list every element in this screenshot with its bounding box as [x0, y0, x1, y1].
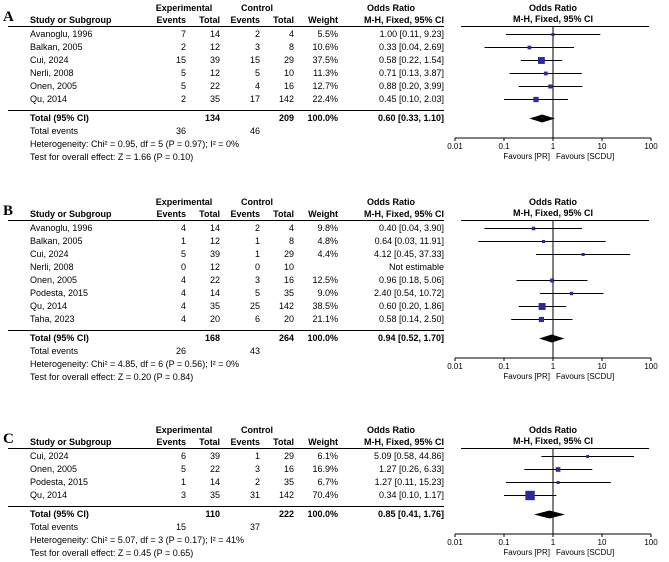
heterogeneity-text: Heterogeneity: Chi² = 4.85, df = 6 (P = 0.56); I² = 0%	[30, 359, 239, 369]
col-weight: Weight	[308, 209, 338, 219]
cell	[148, 332, 186, 345]
header-control: Control	[241, 3, 273, 13]
or-ci-text: 4.12 [0.45, 37.33]	[373, 249, 444, 259]
total-events-exp: 26	[175, 346, 186, 356]
exp-events: 4	[180, 314, 186, 324]
weight: 70.4%	[312, 490, 338, 500]
overall-effect-text: Test for overall effect: Z = 0.20 (P = 0.84)	[30, 372, 194, 382]
or-ci-text: 1.27 [0.26, 6.33]	[378, 464, 444, 474]
or-ci-text: Not estimable	[388, 262, 444, 272]
col-exp-events: Events	[156, 437, 186, 447]
header-underline-left	[8, 26, 444, 27]
total-diamond	[539, 335, 564, 343]
cell	[260, 125, 294, 138]
col-ctrl-events: Events	[230, 209, 260, 219]
study-name: Taha, 2023	[30, 314, 75, 324]
or-ci-text: 0.64 [0.03, 11.91]	[374, 236, 444, 246]
total-events-ctrl: 37	[249, 522, 260, 532]
or-ci-text: 0.40 [0.04, 3.90]	[378, 223, 444, 233]
or-ci-text: 0.34 [0.10, 1.17]	[378, 490, 444, 500]
study-row	[8, 67, 444, 80]
header-experimental: Experimental	[155, 425, 213, 435]
header-underline-right	[461, 26, 649, 27]
weight: 6.1%	[317, 451, 338, 461]
exp-total: 35	[209, 94, 220, 104]
heterogeneity-text: Heterogeneity: Chi² = 5.07, df = 3 (P = 0.17); I² = 41%	[30, 535, 244, 545]
header-odds-ratio-plot: Odds Ratio	[528, 3, 577, 13]
or-ci-text: 0.33 [0.04, 2.69]	[378, 42, 444, 52]
col-ctrl-total: Total	[273, 15, 294, 25]
col-ctrl-events: Events	[230, 437, 260, 447]
ctrl-total-sum: 264	[278, 333, 294, 343]
ctrl-total-sum: 209	[278, 113, 294, 123]
axis-tick-label: 0.01	[447, 362, 463, 371]
study-row	[8, 300, 444, 313]
header-underline-right	[461, 448, 649, 449]
ctrl-total: 29	[283, 451, 294, 461]
header-control: Control	[241, 197, 273, 207]
col-study-or-subgroup: Study or Subgroup	[30, 209, 112, 219]
exp-events: 5	[180, 249, 186, 259]
study-row	[8, 450, 444, 463]
cell	[148, 508, 186, 521]
header-odds-ratio: Odds Ratio	[366, 3, 415, 13]
col-weight: Weight	[308, 15, 338, 25]
exp-total: 22	[209, 81, 220, 91]
total-label: Total (95% CI)	[30, 113, 89, 123]
col-ctrl-events: Events	[230, 15, 260, 25]
header-odds-ratio: Odds Ratio	[366, 425, 415, 435]
study-name: Avanoglu, 1996	[30, 223, 93, 233]
favours-right-label: Favours [SCDU]	[556, 548, 615, 557]
exp-events: 5	[180, 68, 186, 78]
weight: 9.8%	[317, 223, 338, 233]
ctrl-total: 8	[288, 42, 294, 52]
weight: 16.9%	[312, 464, 338, 474]
study-name: Onen, 2005	[30, 81, 78, 91]
effect-square	[532, 227, 536, 231]
ctrl-total: 142	[278, 301, 294, 311]
cell	[294, 125, 338, 138]
ctrl-total-sum: 222	[278, 509, 294, 519]
cell	[186, 345, 220, 358]
ctrl-total: 20	[283, 314, 294, 324]
col-study-or-subgroup: Study or Subgroup	[30, 437, 112, 447]
ctrl-total: 29	[283, 249, 294, 259]
ctrl-total: 16	[283, 81, 294, 91]
effect-square	[582, 253, 585, 256]
ctrl-events: 31	[249, 490, 260, 500]
study-row	[8, 93, 444, 106]
weight: 37.5%	[312, 55, 338, 65]
or-ci-text: 0.58 [0.22, 1.54]	[378, 55, 444, 65]
exp-total: 22	[209, 464, 220, 474]
or-ci-text: 0.96 [0.18, 5.06]	[378, 275, 444, 285]
total-events-exp: 36	[175, 126, 186, 136]
total-label: Total (95% CI)	[30, 333, 89, 343]
favours-left-label: Favours [PR]	[503, 152, 550, 161]
exp-events: 3	[180, 490, 186, 500]
cell	[220, 332, 260, 345]
header-underline-left	[8, 220, 444, 221]
weight	[294, 261, 338, 274]
exp-events: 2	[180, 94, 186, 104]
effect-square	[539, 317, 544, 322]
cell	[338, 125, 444, 138]
weight: 22.4%	[312, 94, 338, 104]
exp-total: 39	[209, 55, 220, 65]
exp-events: 1	[180, 477, 186, 487]
total-or-ci: 0.60 [0.33, 1.10]	[377, 113, 444, 123]
exp-total: 20	[209, 314, 220, 324]
effect-square	[544, 72, 548, 76]
cell	[220, 112, 260, 125]
axis-tick-label: 100	[644, 538, 658, 547]
exp-total: 14	[209, 223, 220, 233]
ctrl-events: 15	[249, 55, 260, 65]
study-row	[8, 28, 444, 41]
ctrl-events: 25	[249, 301, 260, 311]
effect-square	[548, 85, 552, 89]
axis-tick-label: 1	[550, 362, 556, 371]
total-row	[8, 112, 444, 125]
col-exp-events: Events	[156, 209, 186, 219]
ctrl-events: 3	[254, 275, 260, 285]
effect-square	[556, 467, 561, 472]
ctrl-total: 35	[283, 288, 294, 298]
axis-tick-label: 10	[597, 362, 607, 371]
cell	[294, 345, 338, 358]
or-ci-text: 0.60 [0.20, 1.86]	[378, 301, 444, 311]
col-method: M-H, Fixed, 95% CI	[363, 15, 444, 25]
total-events-row	[8, 521, 444, 534]
cell	[260, 521, 294, 534]
study-row	[8, 489, 444, 502]
ctrl-total: 16	[283, 464, 294, 474]
weight: 11.3%	[313, 68, 338, 78]
study-row	[8, 476, 444, 489]
study-name: Qu, 2014	[30, 301, 68, 311]
exp-events: 4	[180, 223, 186, 233]
total-label: Total (95% CI)	[30, 509, 89, 519]
ctrl-total: 8	[288, 236, 294, 246]
or-ci-text: 0.45 [0.10, 2.03]	[378, 94, 444, 104]
study-row	[8, 222, 444, 235]
header-experimental: Experimental	[155, 3, 213, 13]
total-separator	[8, 110, 444, 111]
header-method-plot: M-H, Fixed, 95% CI	[512, 208, 593, 218]
forest-panel-C	[0, 424, 669, 560]
col-exp-total: Total	[199, 437, 220, 447]
effect-square	[586, 455, 589, 458]
header-odds-ratio: Odds Ratio	[366, 197, 415, 207]
total-events-row	[8, 345, 444, 358]
study-name: Nerli, 2008	[30, 262, 74, 272]
exp-total-sum: 168	[204, 333, 220, 343]
ctrl-total: 142	[278, 94, 294, 104]
col-exp-total: Total	[199, 15, 220, 25]
weight: 12.7%	[312, 81, 338, 91]
axis-tick-label: 0.1	[498, 538, 510, 547]
exp-total: 12	[209, 68, 220, 78]
total-or-ci: 0.85 [0.41, 1.76]	[377, 509, 444, 519]
or-ci-text: 1.00 [0.11, 9.23]	[379, 29, 444, 39]
exp-events: 4	[180, 275, 186, 285]
exp-total: 22	[209, 275, 220, 285]
ctrl-events: 2	[254, 223, 260, 233]
exp-total: 14	[209, 477, 220, 487]
total-separator	[8, 330, 444, 331]
total-or-ci: 0.94 [0.52, 1.70]	[377, 333, 444, 343]
weight: 9.0%	[317, 288, 338, 298]
study-name: Qu, 2014	[30, 490, 68, 500]
ctrl-total: 4	[288, 223, 294, 233]
overall-effect-text: Test for overall effect: Z = 0.45 (P = 0.65)	[30, 548, 194, 558]
ctrl-events: 5	[254, 68, 260, 78]
total-events-label: Total events	[30, 522, 79, 532]
panel-label: B	[3, 203, 14, 219]
exp-total: 35	[209, 490, 220, 500]
cell	[338, 521, 444, 534]
overall-effect-text: Test for overall effect: Z = 1.66 (P = 0.10)	[30, 152, 194, 162]
effect-square	[533, 97, 538, 102]
study-name: Avanoglu, 1996	[30, 29, 93, 39]
ctrl-events: 1	[254, 451, 260, 461]
study-name: Onen, 2005	[30, 464, 78, 474]
ctrl-events: 1	[254, 236, 260, 246]
weight: 12.5%	[312, 275, 338, 285]
total-weight: 100.0%	[307, 333, 338, 343]
exp-events: 6	[180, 451, 186, 461]
header-method-plot: M-H, Fixed, 95% CI	[512, 14, 593, 24]
exp-total: 35	[209, 301, 220, 311]
weight: 4.8%	[317, 236, 338, 246]
favours-right-label: Favours [SCDU]	[556, 152, 615, 161]
total-weight: 100.0%	[307, 509, 338, 519]
or-ci-text: 1.27 [0.11, 15.23]	[374, 477, 444, 487]
total-events-ctrl: 46	[249, 126, 260, 136]
forest-panel-B	[0, 196, 669, 384]
total-diamond	[534, 511, 565, 519]
weight: 10.6%	[312, 42, 338, 52]
header-underline-left	[8, 448, 444, 449]
study-name: Balkan, 2005	[30, 42, 83, 52]
exp-total: 12	[209, 236, 220, 246]
study-row	[8, 287, 444, 300]
exp-events: 7	[180, 29, 186, 39]
study-row	[8, 261, 444, 274]
axis-tick-label: 0.01	[447, 142, 463, 151]
header-experimental: Experimental	[155, 197, 213, 207]
exp-events: 15	[175, 55, 186, 65]
exp-events: 4	[180, 288, 186, 298]
study-name: Balkan, 2005	[30, 236, 83, 246]
exp-events: 4	[180, 301, 186, 311]
ctrl-events: 4	[254, 81, 260, 91]
or-ci-text: 0.71 [0.13, 3.87]	[378, 68, 444, 78]
total-row	[8, 508, 444, 521]
total-weight: 100.0%	[307, 113, 338, 123]
total-row	[8, 332, 444, 345]
study-row	[8, 313, 444, 326]
or-ci-text: 0.88 [0.20, 3.99]	[378, 81, 444, 91]
cell	[260, 345, 294, 358]
ctrl-total: 35	[283, 477, 294, 487]
axis-tick-label: 0.1	[498, 362, 510, 371]
axis-tick-label: 0.1	[498, 142, 510, 151]
ctrl-events: 0	[254, 262, 260, 272]
col-method: M-H, Fixed, 95% CI	[363, 209, 444, 219]
axis-tick-label: 1	[550, 538, 556, 547]
study-name: Cui, 2024	[30, 55, 69, 65]
exp-total: 14	[209, 29, 220, 39]
exp-total: 12	[209, 262, 220, 272]
study-name: Qu, 2014	[30, 94, 68, 104]
ctrl-total: 4	[288, 29, 294, 39]
study-row	[8, 41, 444, 54]
axis-tick-label: 10	[597, 538, 607, 547]
study-row	[8, 235, 444, 248]
exp-total: 12	[209, 42, 220, 52]
weight: 6.7%	[317, 477, 338, 487]
axis-tick-label: 100	[644, 142, 658, 151]
exp-total: 39	[209, 249, 220, 259]
ctrl-total: 29	[283, 55, 294, 65]
exp-events: 1	[180, 236, 186, 246]
exp-events: 2	[180, 42, 186, 52]
or-ci-text: 2.40 [0.54, 10.72]	[373, 288, 444, 298]
col-method: M-H, Fixed, 95% CI	[363, 437, 444, 447]
total-events-exp: 15	[175, 522, 186, 532]
study-name: Podesta, 2015	[30, 288, 89, 298]
study-row	[8, 80, 444, 93]
axis-tick-label: 0.01	[447, 538, 463, 547]
col-exp-events: Events	[156, 15, 186, 25]
total-diamond	[529, 115, 555, 123]
weight: 5.5%	[317, 29, 338, 39]
header-control: Control	[241, 425, 273, 435]
study-row	[8, 248, 444, 261]
forest-panel-A	[0, 2, 669, 164]
header-underline-right	[461, 220, 649, 221]
effect-square	[550, 279, 554, 283]
effect-square	[539, 303, 546, 310]
exp-total-sum: 134	[204, 113, 220, 123]
panel-label: A	[3, 9, 14, 25]
total-events-label: Total events	[30, 346, 79, 356]
study-name: Onen, 2005	[30, 275, 78, 285]
ctrl-events: 2	[254, 29, 260, 39]
cell	[338, 345, 444, 358]
weight: 38.5%	[312, 301, 338, 311]
effect-square	[570, 292, 573, 295]
ctrl-total: 10	[283, 262, 294, 272]
study-name: Cui, 2024	[30, 451, 69, 461]
weight: 4.4%	[317, 249, 338, 259]
effect-square	[557, 481, 560, 484]
cell	[148, 112, 186, 125]
cell	[220, 508, 260, 521]
cell	[186, 521, 220, 534]
header-odds-ratio-plot: Odds Ratio	[528, 425, 577, 435]
heterogeneity-text: Heterogeneity: Chi² = 0.95, df = 5 (P = 0.97); I² = 0%	[30, 139, 239, 149]
effect-square	[542, 240, 545, 243]
or-ci-text: 0.58 [0.14, 2.50]	[378, 314, 444, 324]
exp-total: 14	[209, 288, 220, 298]
effect-square	[525, 491, 534, 500]
ctrl-events: 2	[254, 477, 260, 487]
ctrl-events: 3	[254, 464, 260, 474]
study-name: Podesta, 2015	[30, 477, 89, 487]
col-ctrl-total: Total	[273, 437, 294, 447]
total-separator	[8, 506, 444, 507]
total-events-label: Total events	[30, 126, 79, 136]
ctrl-total: 142	[278, 490, 294, 500]
exp-events: 5	[180, 81, 186, 91]
cell	[294, 521, 338, 534]
axis-tick-label: 10	[597, 142, 607, 151]
ctrl-events: 3	[254, 42, 260, 52]
axis-tick-label: 1	[550, 142, 556, 151]
total-events-ctrl: 43	[249, 346, 260, 356]
ctrl-events: 5	[254, 288, 260, 298]
axis-tick-label: 100	[644, 362, 658, 371]
panel-label: C	[3, 431, 14, 447]
ctrl-events: 1	[254, 249, 260, 259]
study-name: Nerli, 2008	[30, 68, 74, 78]
exp-total: 39	[209, 451, 220, 461]
ctrl-events: 6	[254, 314, 260, 324]
col-study-or-subgroup: Study or Subgroup	[30, 15, 112, 25]
effect-square	[528, 46, 532, 50]
favours-right-label: Favours [SCDU]	[556, 372, 615, 381]
col-exp-total: Total	[199, 209, 220, 219]
col-ctrl-total: Total	[273, 209, 294, 219]
col-weight: Weight	[308, 437, 338, 447]
header-odds-ratio-plot: Odds Ratio	[528, 197, 577, 207]
effect-square	[538, 57, 545, 64]
exp-total-sum: 110	[205, 509, 220, 519]
weight: 21.1%	[312, 314, 338, 324]
effect-square	[552, 33, 555, 36]
ctrl-total: 16	[283, 275, 294, 285]
favours-left-label: Favours [PR]	[503, 548, 550, 557]
study-name: Cui, 2024	[30, 249, 69, 259]
favours-left-label: Favours [PR]	[503, 372, 550, 381]
cell	[186, 125, 220, 138]
ctrl-total: 10	[283, 68, 294, 78]
exp-events: 5	[180, 464, 186, 474]
total-events-row	[8, 125, 444, 138]
study-row	[8, 463, 444, 476]
ctrl-events: 17	[249, 94, 260, 104]
exp-events: 0	[180, 262, 186, 272]
or-ci-text: 5.09 [0.58, 44.86]	[373, 451, 444, 461]
study-row	[8, 54, 444, 67]
header-method-plot: M-H, Fixed, 95% CI	[512, 436, 593, 446]
study-row	[8, 274, 444, 287]
